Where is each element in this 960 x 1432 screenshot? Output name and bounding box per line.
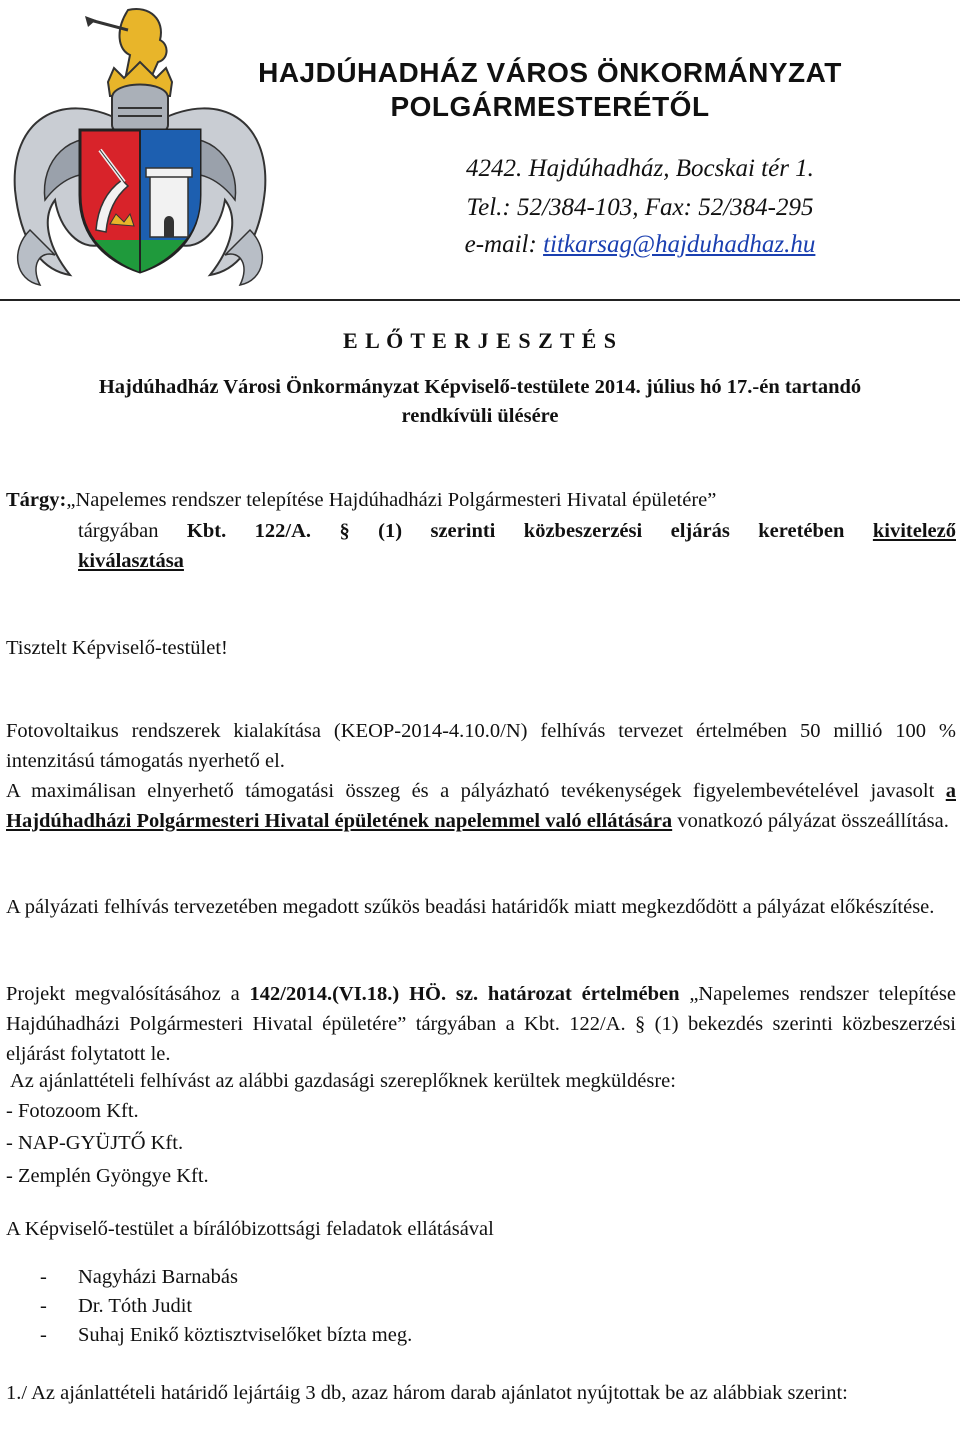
email-label: e-mail: <box>464 231 544 258</box>
greeting: Tisztelt Képviselő-testület! <box>6 637 228 659</box>
header-phone: Tel.: 52/384-103, Fax: 52/384-295 <box>466 194 814 221</box>
member-item: Dr. Tóth Judit <box>78 1295 193 1317</box>
company-item: - Fotozoom Kft. <box>6 1100 139 1122</box>
paragraph-7: 1./ Az ajánlattételi határidő lejártáig 3 db, azaz három darab ajánlatot nyújtottak be az alábbiak szerint: <box>6 1382 848 1404</box>
paragraph-2: A maximálisan elnyerhető támogatási összeg és a pályázható tevékenységek figyelembevételével javasolt a Hajdúhadházi Polgármesteri Hivatal épületének napelemmel való ellátására vonatkozó pályázat összeállítása. <box>6 780 956 832</box>
subject-title: „Napelemes rendszer telepítése Hajdúhadházi Polgármesteri Hivatal épületére” <box>66 489 717 511</box>
company-item: - Zemplén Gyöngye Kft. <box>6 1165 209 1187</box>
meeting-subheading-line1: Hajdúhadház Városi Önkormányzat Képviselő-testülete 2014. július hó 17.-én tartandó <box>98 376 862 398</box>
member-dash: - <box>40 1324 47 1346</box>
header-address: 4242. Hajdúhadház, Bocskai tér 1. <box>466 155 814 182</box>
subject-line1 <box>6 485 956 515</box>
member-item: Nagyházi Barnabás <box>78 1266 238 1288</box>
paragraph-6: A Képviselő-testület a bírálóbizottsági feladatok ellátásával <box>6 1218 494 1240</box>
header-divider <box>0 299 960 301</box>
header-email-line <box>440 228 840 262</box>
subject-label: Tárgy: <box>6 489 67 511</box>
coat-of-arms-logo <box>0 0 280 290</box>
paragraph-1: Fotovoltaikus rendszerek kialakítása (KEOP-2014-4.10.0/N) felhívás tervezet értelmében 50 millió 100 % intenzitású támogatás nyerhető el. <box>6 720 956 772</box>
company-item: - NAP-GYÜJTŐ Kft. <box>6 1132 184 1154</box>
member-dash: - <box>40 1295 47 1317</box>
paragraph-5: Az ajánlattételi felhívást az alábbi gazdasági szereplőknek kerültek megküldésre: <box>6 1070 676 1092</box>
document-heading: E L Ő T E R J E S Z T É S <box>342 328 618 353</box>
subject-line2: tárgyában Kbt. 122/A. § (1) szerinti közbeszerzési eljárás keretében kivitelező <box>78 520 956 542</box>
meeting-subheading-line2: rendkívüli ülésére <box>401 405 559 427</box>
member-dash: - <box>40 1266 47 1288</box>
header-title-line2: POLGÁRMESTERÉTŐL <box>390 91 710 122</box>
paragraph-4: Projekt megvalósításához a 142/2014.(VI.18.) HÖ. sz. határozat értelmében „Napelemes rendszer telepítése Hajdúhadházi Polgármesteri Hivatal épületére” tárgyában a Kbt. 122/A. § (1) bekezdés szerinti közbeszerzési eljárást folytatott le. <box>6 983 956 1065</box>
paragraph-3: A pályázati felhívás tervezetében megadott szűkös beadási határidők miatt megkezdődött a pályázat előkészítése. <box>6 896 935 918</box>
member-item: Suhaj Enikő köztisztviselőket bízta meg. <box>78 1324 413 1346</box>
email-link[interactable]: titkarsag@hajduhadhaz.hu <box>543 231 816 258</box>
subject-line3: kiválasztása <box>78 550 184 572</box>
header-title-line1: HAJDÚHADHÁZ VÁROS ÖNKORMÁNYZAT <box>258 57 842 88</box>
